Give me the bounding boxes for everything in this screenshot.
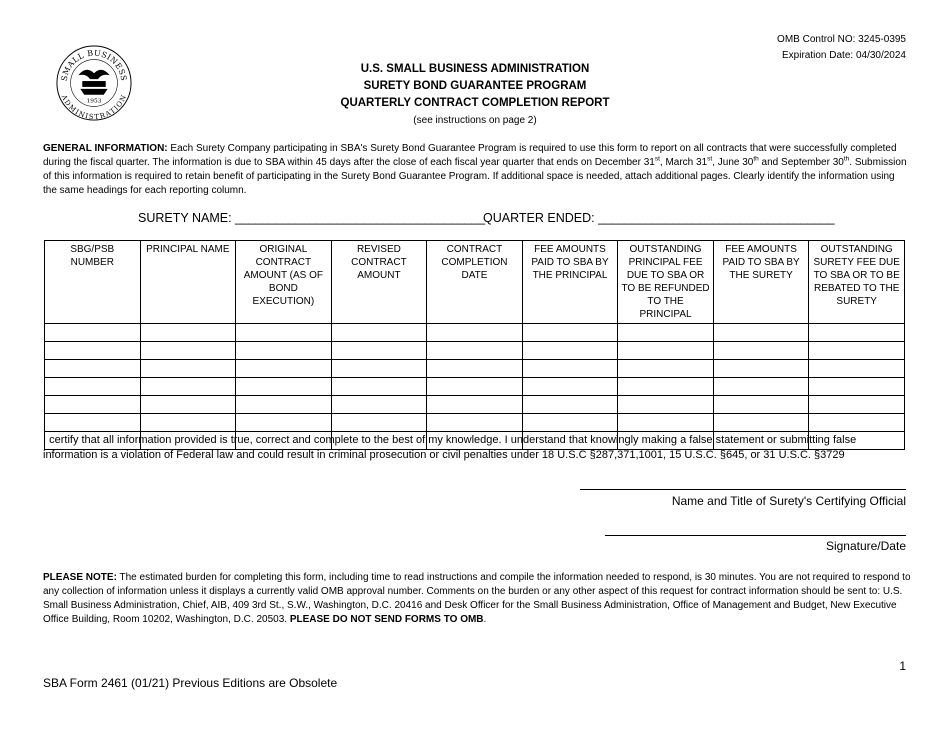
table-cell[interactable] (809, 414, 905, 432)
please-note-label: PLEASE NOTE: (43, 572, 117, 583)
report-title: QUARTERLY CONTRACT COMPLETION REPORT (340, 97, 610, 109)
header-outstanding-surety-fee: OUTSTANDING SURETY FEE DUE TO SBA OR TO BE REBATED TO THE SURETY (809, 241, 905, 324)
table-cell[interactable] (45, 342, 141, 360)
table-cell[interactable] (331, 360, 427, 378)
signature-date-label: Signature/Date (825, 539, 906, 553)
table-row (45, 360, 905, 378)
table-cell[interactable] (713, 414, 809, 432)
table-cell[interactable] (236, 378, 332, 396)
table-cell[interactable] (522, 324, 618, 342)
surety-name-field[interactable] (138, 211, 485, 225)
table-cell[interactable] (236, 360, 332, 378)
please-note-end: . (483, 614, 487, 625)
header-outstanding-principal-fee: OUTSTANDING PRINCIPAL FEE DUE TO SBA OR TO BE REFUNDED TO THE PRINCIPAL (618, 241, 714, 324)
general-information (43, 142, 908, 198)
table-cell[interactable] (45, 396, 141, 414)
general-text-1: Each Surety Company participating in SBA's Surety Bond Guarantee Program is required to use this form to report on all contracts that were successfully completed during the fiscal quarter. The information is due to SBA within 45 days after the close of each fiscal year quarter that ends on December 31 (43, 143, 897, 168)
table-cell[interactable] (45, 378, 141, 396)
table-cell[interactable] (809, 342, 905, 360)
table-cell[interactable] (427, 396, 523, 414)
table-cell[interactable] (522, 414, 618, 432)
table-cell[interactable] (713, 324, 809, 342)
table-cell[interactable] (140, 324, 236, 342)
header-fee-paid-by-surety: FEE AMOUNTS PAID TO SBA BY THE SURETY (713, 241, 809, 324)
table-cell[interactable] (140, 360, 236, 378)
table-cell[interactable] (713, 396, 809, 414)
official-name-title-label: Name and Title of Surety's Certifying Official (671, 494, 906, 508)
table-cell[interactable] (809, 378, 905, 396)
seal-bottom-text: ADMINISTRATION (59, 93, 129, 122)
official-signature-line[interactable] (580, 489, 906, 490)
general-sup-4: th (843, 155, 850, 163)
table-cell[interactable] (618, 396, 714, 414)
table-cell[interactable] (713, 360, 809, 378)
table-cell[interactable] (522, 396, 618, 414)
quarter-ended-line[interactable]: ___________________________________ (598, 211, 835, 225)
table-cell[interactable] (45, 324, 141, 342)
form-footer: SBA Form 2461 (01/21) Previous Editions are Obsolete (43, 676, 338, 690)
header-original-contract-amount: ORIGINAL CONTRACT AMOUNT (AS OF BOND EXECUTION) (236, 241, 332, 324)
table-cell[interactable] (236, 414, 332, 432)
table-cell[interactable] (45, 360, 141, 378)
table-cell[interactable] (522, 360, 618, 378)
table-cell[interactable] (236, 396, 332, 414)
program-title: SURETY BOND GUARANTEE PROGRAM (363, 80, 587, 92)
certification-statement: I certify that all information provided is true, correct and complete to the best of my knowledge. I understand that knowingly making a false statement or submitting false information is a violation of Federal law and could result in criminal prosecution or civil penalties under 18 U.S.C §287,371,1001, 15 U.S.C. §645, or 31 U.S.C. §3729 (43, 434, 857, 461)
contract-completion-table (44, 240, 905, 450)
quarter-ended-field[interactable] (483, 211, 834, 225)
header-contract-completion-date: CONTRACT COMPLETION DATE (427, 241, 523, 324)
table-cell[interactable] (331, 414, 427, 432)
table-cell[interactable] (618, 324, 714, 342)
table-cell[interactable] (427, 378, 523, 396)
page-number: 1 (899, 659, 906, 673)
omb-info (777, 32, 906, 64)
general-text-3: , June 30 (712, 157, 754, 168)
agency-title: U.S. SMALL BUSINESS ADMINISTRATION (360, 63, 590, 75)
table-cell[interactable] (331, 378, 427, 396)
table-cell[interactable] (618, 414, 714, 432)
header-fee-paid-by-principal: FEE AMOUNTS PAID TO SBA BY THE PRINCIPAL (522, 241, 618, 324)
please-note (43, 571, 911, 627)
table-row (45, 396, 905, 414)
general-text-4: and September 30 (758, 157, 844, 168)
table-cell[interactable] (140, 396, 236, 414)
table-cell[interactable] (45, 414, 141, 432)
general-text-5: . Submission of this information is required to retain benefit of participating in the Surety Bond Guarantee Program. If additional space is needed, attach additional pages. Clearly identify the information using the same headings for each reporting column. (43, 157, 907, 196)
table-cell[interactable] (427, 324, 523, 342)
table-cell[interactable] (427, 360, 523, 378)
table-cell[interactable] (809, 324, 905, 342)
table-cell[interactable] (140, 378, 236, 396)
table-cell[interactable] (618, 360, 714, 378)
header-principal-name: PRINCIPAL NAME (140, 241, 236, 324)
table-cell[interactable] (331, 396, 427, 414)
seal-top-text: SMALL BUSINESS (59, 48, 129, 82)
general-sup-3: th (753, 155, 759, 163)
general-sup-2: st (707, 155, 713, 163)
table-cell[interactable] (618, 378, 714, 396)
omb-control-number: OMB Control NO: 3245-0395 (777, 34, 906, 45)
table-cell[interactable] (522, 378, 618, 396)
header-sbg-psb-number: SBG/PSB NUMBER (45, 241, 141, 324)
table-cell[interactable] (713, 342, 809, 360)
table-cell[interactable] (522, 342, 618, 360)
signature-date-line[interactable] (605, 535, 906, 536)
omb-expiration-date: Expiration Date: 04/30/2024 (782, 50, 906, 61)
table-cell[interactable] (618, 342, 714, 360)
table-cell[interactable] (713, 378, 809, 396)
general-text-2: , March 31 (659, 157, 708, 168)
quarter-ended-label: QUARTER ENDED: (483, 211, 595, 225)
form-header (0, 61, 950, 130)
table-cell[interactable] (140, 342, 236, 360)
surety-name-line[interactable]: _____________________________________ (235, 211, 485, 225)
table-row (45, 324, 905, 342)
please-note-emphasis: PLEASE DO NOT SEND FORMS TO OMB (289, 614, 484, 625)
table-cell[interactable] (236, 324, 332, 342)
table-row (45, 414, 905, 432)
general-information-label: GENERAL INFORMATION: (43, 143, 168, 154)
table-cell[interactable] (427, 342, 523, 360)
instructions-note: (see instructions on page 2) (413, 115, 537, 126)
surety-name-label: SURETY NAME: (138, 211, 232, 225)
table-row (45, 342, 905, 360)
table-cell[interactable] (809, 360, 905, 378)
table-cell[interactable] (331, 342, 427, 360)
table-cell[interactable] (331, 324, 427, 342)
table-cell[interactable] (236, 342, 332, 360)
table-cell[interactable] (140, 414, 236, 432)
table-header-row (45, 241, 905, 324)
table-row (45, 378, 905, 396)
header-revised-contract-amount: REVISED CONTRACT AMOUNT (331, 241, 427, 324)
table-cell[interactable] (809, 396, 905, 414)
please-note-text: The estimated burden for completing this form, including time to read instructions and compile the information needed to respond, is 30 minutes. You are not required to respond to any collection of information unless it displays a currently valid OMB approval number. Comments on the burden or any other aspect of this request for contract information should be sent to: U.S. Small Business Administration, Chief, AIB, 409 3rd St., S.W., Washington, D.C. 20416 and Desk Officer for the Small Business Administration, Office of Management and Budget, New Executive Office Building, Room 10202, Washington, D.C. 20503. (43, 572, 911, 625)
general-sup-1: st (654, 155, 660, 163)
table-cell[interactable] (427, 414, 523, 432)
seal-year: 1953 (86, 98, 102, 105)
